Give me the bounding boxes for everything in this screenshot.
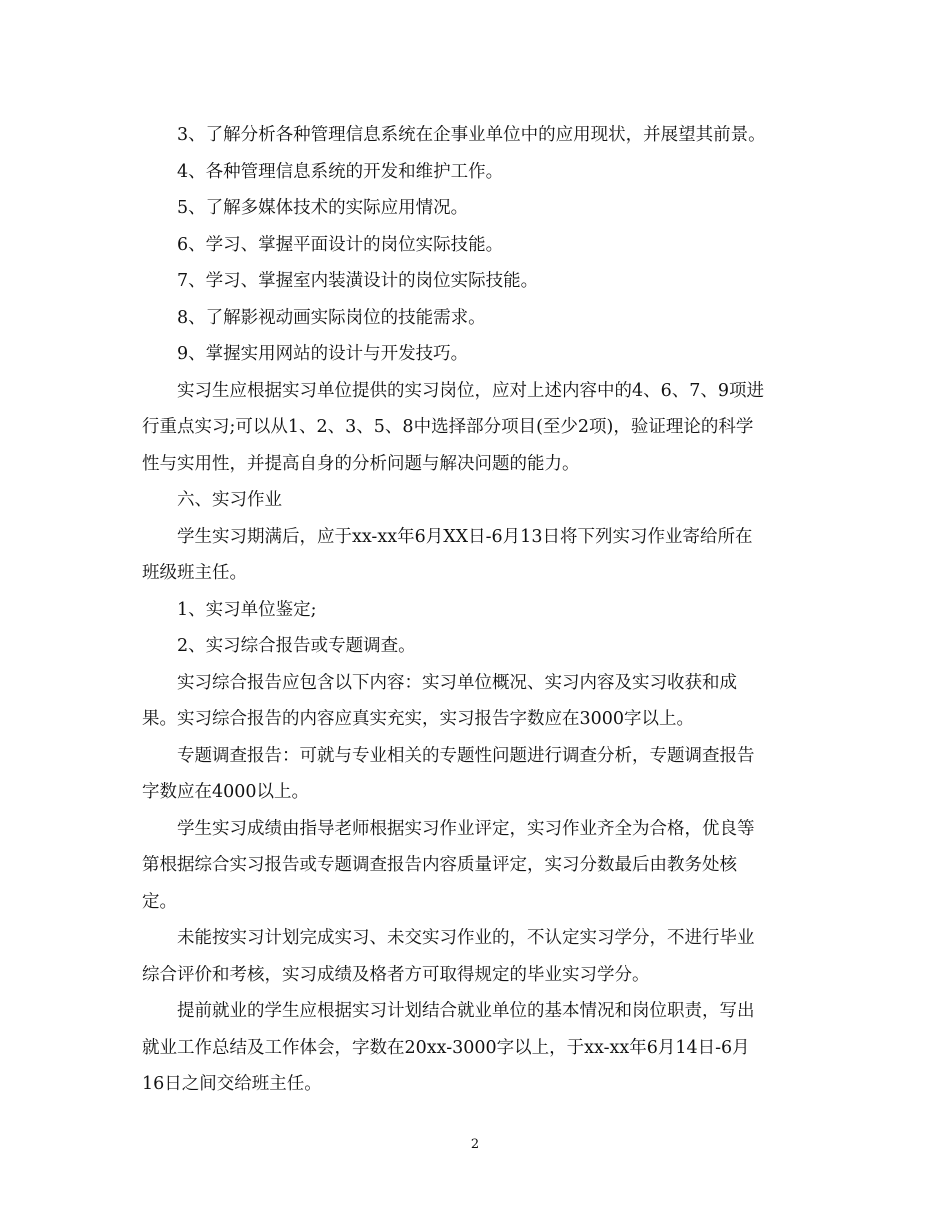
text-line: 性与实用性，并提高自身的分析问题与解决问题的能力。 xyxy=(142,453,580,474)
text-line: 7、学习、掌握室内装潢设计的岗位实际技能。 xyxy=(177,271,539,291)
text-line: 4、各种管理信息系统的开发和维护工作。 xyxy=(177,161,504,182)
text-line: 6、学习、掌握平面设计的岗位实际技能。 xyxy=(177,234,504,255)
text-line: 实习综合报告应包含以下内容：实习单位概况、实习内容及实习收获和成 xyxy=(177,672,737,693)
text-line: 就业工作总结及工作体会，字数在20xx-3000字以上，于xx-xx年6月14日-6月 xyxy=(142,1037,750,1058)
text-line: 未能按实习计划完成实习、未交实习作业的，不认定实习学分，不进行毕业 xyxy=(177,928,755,948)
text-line: 实习生应根据实习单位提供的实习岗位，应对上述内容中的4、6、7、9项进 xyxy=(177,380,765,401)
text-line: 学生实习成绩由指导老师根据实习作业评定，实习作业齐全为合格，优良等 xyxy=(177,818,755,839)
text-line: 定。 xyxy=(142,891,177,912)
text-line: 班级班主任。 xyxy=(142,563,247,583)
text-line: 2、实习综合报告或专题调查。 xyxy=(177,636,416,656)
text-line: 行重点实习;可以从1、2、3、5、8中选择部分项目(至少2项)，验证理论的科学 xyxy=(142,417,754,437)
text-line: 字数应在4000以上。 xyxy=(142,782,310,802)
text-line: 学生实习期满后，应于xx-xx年6月XX日-6月13日将下列实习作业寄给所在 xyxy=(177,526,753,547)
text-line: 1、实习单位鉴定; xyxy=(177,599,317,620)
page-number: 2 xyxy=(470,1137,480,1152)
text-line: 综合评价和考核，实习成绩及格者方可取得规定的毕业实习学分。 xyxy=(142,964,650,985)
text-line: 六、实习作业 xyxy=(177,490,282,510)
text-line: 果。实习综合报告的内容应真实充实，实习报告字数应在3000字以上。 xyxy=(142,709,695,729)
document-body xyxy=(142,117,810,1103)
text-line: 8、了解影视动画实际岗位的技能需求。 xyxy=(177,307,486,328)
text-line: 16日之间交给班主任。 xyxy=(142,1074,322,1094)
text-line: 专题调查报告：可就与专业相关的专题性问题进行调查分析，专题调查报告 xyxy=(177,745,755,766)
text-line: 3、了解分析各种管理信息系统在企事业单位中的应用现状，并展望其前景。 xyxy=(177,125,766,145)
text-line: 第根据综合实习报告或专题调查报告内容质量评定，实习分数最后由教务处核 xyxy=(142,855,737,875)
text-line: 5、了解多媒体技术的实际应用情况。 xyxy=(177,198,469,218)
text-line: 提前就业的学生应根据实习计划结合就业单位的基本情况和岗位职责，写出 xyxy=(177,1001,755,1021)
text-line: 9、掌握实用网站的设计与开发技巧。 xyxy=(177,344,469,364)
